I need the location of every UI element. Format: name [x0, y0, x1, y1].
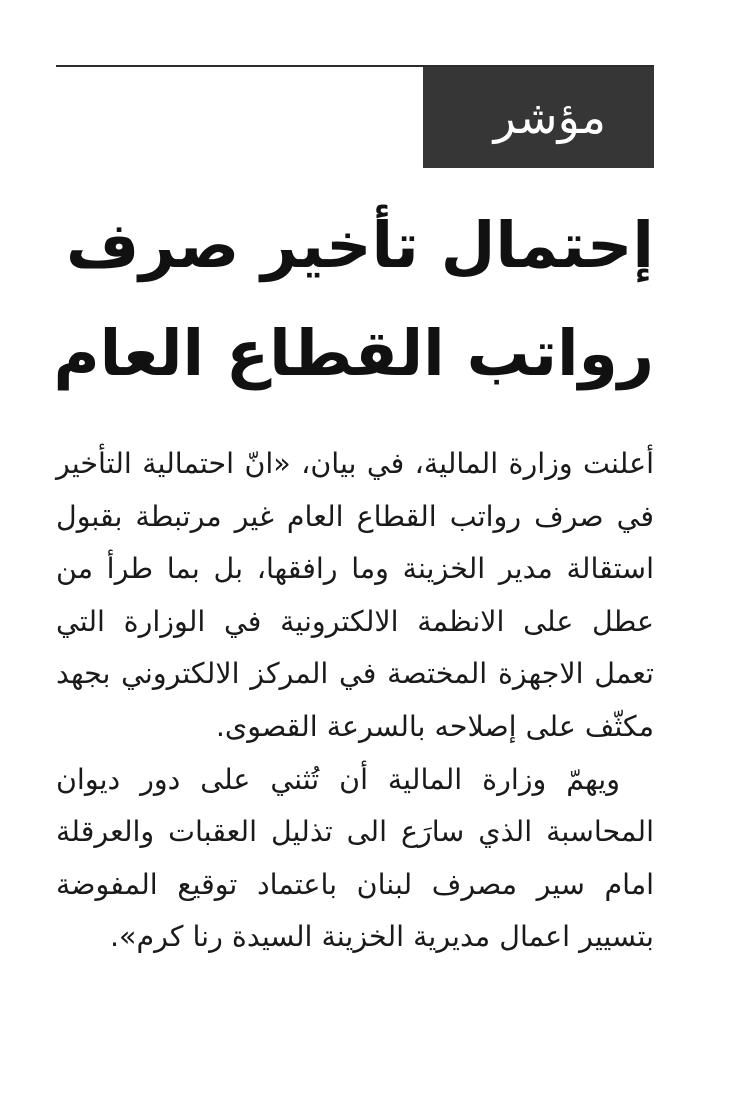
article-paragraph-2: ويهمّ وزارة المالية أن تُثني على دور ديوان المحاسبة الذي سارَع الى تذليل العقبات والعرقلة امام سير مصرف لبنان باعتماد توقيع المفوضة بتسيير اعمال مديرية الخزينة السيدة رنا كرم». [56, 762, 654, 954]
headline-line-2: رواتب القطاع العام [53, 317, 654, 390]
article-paragraph-1: أعلنت وزارة المالية، في بيان، «انّ احتمالية التأخير في صرف رواتب القطاع العام غير مرتبطة بقبول استقالة مدير الخزينة وما رافقها، بل بما طرأ من عطل على الانظمة الالكترونية في الوزارة التي تعمل الاجهزة المختصة في المركز الالكتروني بجهد مكثّف على إصلاحه بالسرعة القصوى. [56, 447, 654, 743]
article-headline [53, 192, 654, 408]
headline-line-1: إحتمال تأخير صرف [65, 209, 654, 282]
article-body [56, 438, 654, 964]
section-label: مؤشر [423, 67, 654, 168]
